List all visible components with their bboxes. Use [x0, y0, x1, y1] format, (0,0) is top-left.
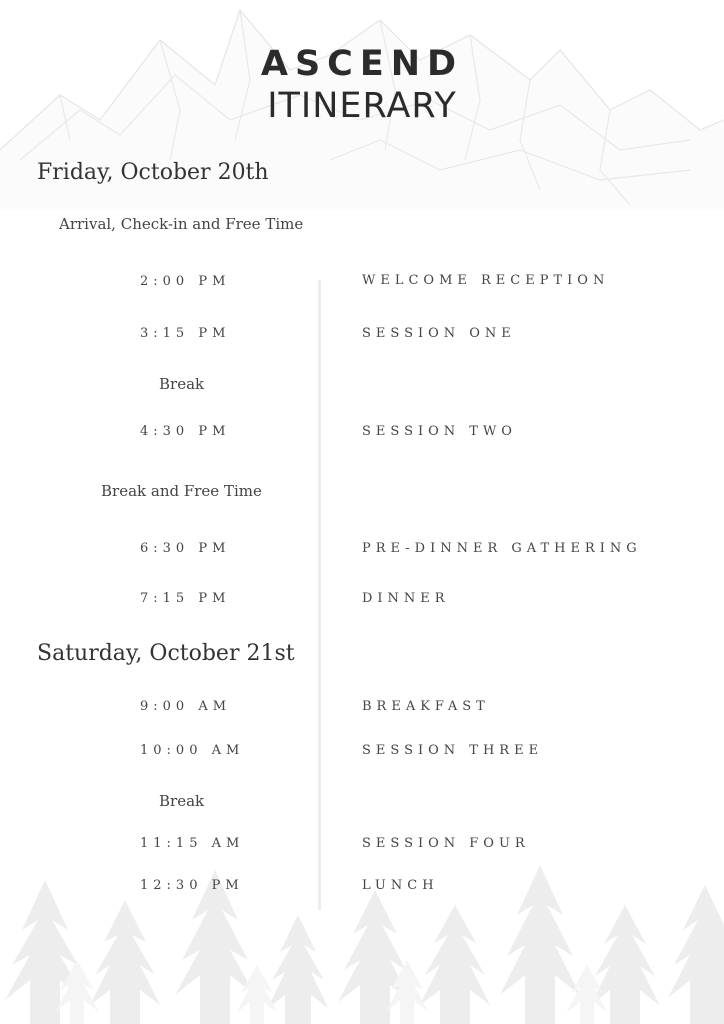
time-label: 6:30 PM [140, 541, 231, 556]
time-label: 11:15 AM [140, 836, 245, 851]
event-label: DINNER [362, 591, 450, 606]
time-label: 3:15 PM [140, 326, 231, 341]
time-label: 12:30 PM [140, 878, 244, 893]
event-label: WELCOME RECEPTION [362, 273, 610, 288]
time-label: 4:30 PM [140, 424, 231, 439]
page-subtitle: ITINERARY [267, 86, 457, 126]
event-label: SESSION ONE [362, 326, 516, 341]
event-label: LUNCH [362, 878, 439, 893]
timeline-divider [318, 280, 321, 910]
time-label: 9:00 AM [140, 699, 232, 714]
time-label: 2:00 PM [140, 274, 231, 289]
day-heading-saturday: Saturday, October 21st [37, 641, 295, 666]
time-label: 10:00 AM [140, 743, 245, 758]
event-label: SESSION THREE [362, 743, 544, 758]
break-note: Break [159, 792, 205, 810]
break-note: Break and Free Time [101, 482, 262, 500]
event-label: PRE-DINNER GATHERING [362, 541, 642, 556]
brand-title: ASCEND [260, 44, 464, 84]
event-label: BREAKFAST [362, 699, 490, 714]
day-heading-friday: Friday, October 20th [37, 160, 269, 185]
event-label: SESSION FOUR [362, 836, 530, 851]
break-note: Break [159, 375, 205, 393]
event-label: SESSION TWO [362, 424, 517, 439]
friday-intro-note: Arrival, Check-in and Free Time [59, 215, 304, 233]
time-label: 7:15 PM [140, 591, 231, 606]
